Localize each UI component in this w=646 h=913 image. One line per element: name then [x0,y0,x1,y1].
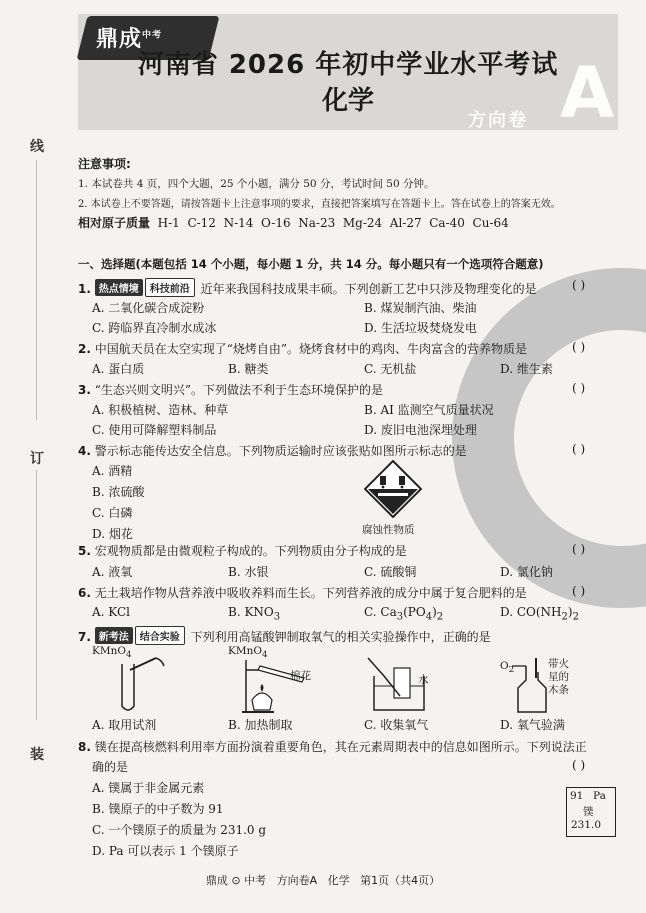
option-d: D. 维生素 [500,362,553,376]
notice-title: 注意事项: [78,157,131,171]
decorative-ring [452,268,646,608]
tag-hot-topic: 热点情境 [95,279,143,296]
o2-label: $O_2$ [500,660,515,676]
answer-blank: ( ) [572,542,586,556]
option-d: D. Pa 可以表示 1 个镤原子 [92,844,239,858]
tag-experiment: 结合实验 [135,626,185,645]
binding-line [36,470,37,720]
option-b: B. 镤原子的中子数为 91 [92,802,224,816]
answer-blank: ( ) [572,340,586,354]
option-b: B. $KNO_3$ [228,605,281,623]
option-d: D. 氧气验满 [500,718,565,732]
element-mass: 231.0 [571,819,602,831]
question-5: 5. 宏观物质都是由微观粒子构成的。下列物质由分子构成的是 [78,544,407,558]
notice-item: 1. 本试卷共 4 页，四个大题，25 个小题，满分 50 分，考试时间 50 分钟。 [78,178,435,190]
option-a: A. 二氧化碳合成淀粉 [92,301,205,315]
element-name: 镤 [583,806,594,818]
option-d: D. $CO(NH_2)_2$ [500,605,579,623]
option-a: A. 液氧 [92,565,133,579]
paper-letter: A [560,52,615,134]
question-6: 6. 无土栽培作物从营养液中吸收养料而生长。下列营养液的成分中属于复合肥料的是 [78,586,527,600]
option-c: C. 跨临界直冷制水成冰 [92,321,217,335]
binding-line [36,160,37,420]
side-label-ding: 订 [30,448,44,468]
element-number: 91 [570,790,584,802]
reagent-label: KMnO$_4$ [92,645,132,661]
question-3: 3. “生态兴则文明兴”。下列做法不利于生态环境保护的是 [78,383,384,397]
side-label-zhuang: 装 [30,744,44,764]
splint-label: 带火 星的 木条 [548,658,569,696]
option-d: D. 生活垃圾焚烧发电 [364,321,477,335]
option-a: A. KCl [92,605,130,619]
element-symbol: Pa [593,790,606,802]
reagent-label: KMnO$_4$ [228,645,268,661]
sign-caption: 腐蚀性物质 [362,524,415,536]
water-label: 水 [418,674,429,686]
option-b: B. 加热制取 [228,718,293,732]
page-footer: 鼎成 ⊙ 中考 方向卷A 化学 第1页（共4页） [205,874,441,887]
option-b: B. AI 监测空气质量状况 [364,403,494,417]
answer-blank: ( ) [572,584,586,598]
notice-item: 2. 本试卷上不要答题，请按答题卡上注意事项的要求，直接把答案填写在答题卡上。答在试卷上的答案无效。 [78,199,561,210]
answer-blank: ( ) [572,442,586,456]
question-4: 4. 警示标志能传达安全信息。下列物质运输时应该张贴如图所示标志的是 [78,444,467,458]
answer-blank: ( ) [572,278,586,292]
option-b: B. 煤炭制汽油、柴油 [364,301,477,315]
option-c: C. 白磷 [92,506,133,520]
option-b: B. 浓硫酸 [92,485,145,499]
answer-blank: ( ) [572,758,586,772]
option-b: B. 水银 [228,565,269,579]
option-a: A. 镤属于非金属元素 [92,781,205,795]
answer-blank: ( ) [572,381,586,395]
page-title: 河南省 2026 年初中学业水平考试 [137,50,559,80]
brand-logo: 鼎成$^{中考}$ [96,27,163,52]
question-7: 7. 新考法 结合实验 下列利用高锰酸钾制取氧气的相关实验操作中，正确的是 [78,626,491,645]
question-8-cont: 确的是 [92,760,129,774]
side-label-line: 线 [30,136,44,156]
cotton-label: 棉花 [290,670,311,682]
gas-bottle-icon [512,656,552,714]
option-d: D. 废旧电池深埋处理 [364,423,477,437]
question-8: 8. 镤在提高核燃料利用率方面扮演着重要角色，其在元素周期表中的信息如图所示。下列说法正 [78,740,587,754]
tag-tech: 科技前沿 [145,278,195,297]
option-a: A. 取用试剂 [92,718,157,732]
section-title: 一、选择题(本题包括 14 个小题，每小题 1 分，共 14 分。每小题只有一个选项符合题意) [78,257,544,271]
option-c: C. 一个镤原子的质量为 231.0 g [92,823,267,837]
heating-apparatus-icon [232,656,312,714]
option-a: A. 酒精 [92,464,133,478]
option-a: A. 积极植树、造林、种草 [92,403,229,417]
paper-type: 方向卷 [468,110,528,131]
option-b: B. 糖类 [228,362,269,376]
atomic-masses: 相对原子质量 H-1 C-12 N-14 O-16 Na-23 Mg-24 Al-27 Ca-40 Cu-64 [78,216,509,230]
option-c: C. $Ca_3(PO_4)_2$ [364,605,444,623]
option-d: D. 烟花 [92,527,133,541]
test-tube-icon [100,656,170,714]
question-1: 1. 热点情境 科技前沿 近年来我国科技成果丰硕。下列创新工艺中只涉及物理变化的是 [78,278,537,297]
tag-new-method: 新考法 [95,627,133,644]
option-d: D. 氯化钠 [500,565,553,579]
option-c: C. 收集氧气 [364,718,429,732]
subject-title: 化学 [321,86,374,116]
question-2: 2. 中国航天员在太空实现了“烧烤自由”。烧烤食材中的鸡肉、牛肉富含的营养物质是 [78,342,528,356]
corrosive-sign-icon [364,460,422,518]
element-card [566,787,616,837]
option-a: A. 蛋白质 [92,362,145,376]
option-c: C. 无机盐 [364,362,417,376]
option-c: C. 硫酸铜 [364,565,417,579]
option-c: C. 使用可降解塑料制品 [92,423,217,437]
